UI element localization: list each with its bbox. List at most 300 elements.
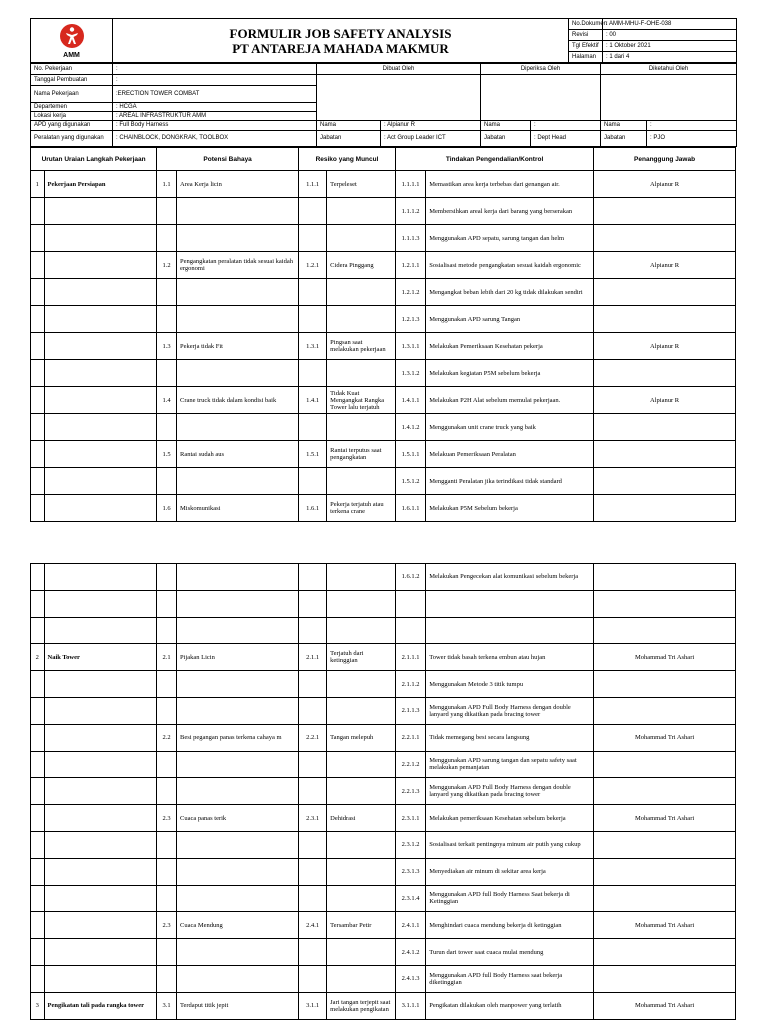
hazard-text — [176, 939, 298, 966]
step-name: Pengikatan tali pada rangka tower — [44, 992, 157, 1019]
step-number — [31, 495, 45, 522]
table-row — [31, 778, 736, 805]
step-number — [31, 387, 45, 414]
step-name — [44, 590, 157, 617]
control-text: Melakukan P2H Alat sebelum memulai pekerjaan. — [426, 387, 594, 414]
doc-info-label: Revisi — [569, 30, 603, 41]
responsible-person: Alpianur R — [594, 252, 736, 279]
step-name — [44, 697, 157, 724]
risk-text: Cidera Pinggang — [327, 252, 396, 279]
hazard-text — [177, 198, 299, 225]
risk-number: 3.1.1 — [299, 992, 327, 1019]
lokasi-label: Lokasi kerja — [31, 112, 113, 121]
hazard-number: 1.1 — [157, 171, 177, 198]
responsible-person: Mohammad Tri Ashari — [594, 644, 736, 671]
hazard-text: Cuaca Mendung — [176, 912, 298, 939]
jsa-page-1 — [30, 18, 736, 522]
responsible-person: Mohammad Tri Ashari — [594, 724, 736, 751]
departemen-label: Departemen — [31, 103, 113, 112]
responsible-person — [594, 279, 736, 306]
risk-number: 2.3.1 — [299, 805, 327, 832]
control-text: Memastikan area kerja terbebas dari genangan air. — [426, 171, 594, 198]
hazard-text — [176, 858, 298, 885]
hazard-number — [157, 751, 177, 778]
table-row — [31, 198, 736, 225]
doc-info-label: Halaman — [569, 52, 603, 63]
risk-text: Jari tangan terjepit saat melakukan pengikatan — [327, 992, 396, 1019]
table-row — [31, 306, 736, 333]
risk-text — [327, 751, 396, 778]
control-text: Menggunakan APD full Body Harness saat bekerja diketinggian — [426, 965, 594, 992]
step-number — [31, 778, 45, 805]
step-name — [44, 671, 157, 698]
control-text: Pengikatan dilakukan oleh manpower yang terlatih — [426, 992, 594, 1019]
nama-pekerjaan-label: Nama Pekerjaan — [31, 86, 113, 103]
control-number: 2.3.1.3 — [395, 858, 425, 885]
hazard-text — [176, 590, 298, 617]
step-number — [31, 225, 45, 252]
responsible-person — [594, 198, 736, 225]
hazard-number: 1.4 — [157, 387, 177, 414]
risk-text — [327, 198, 396, 225]
control-text: Melakukan P5M Sebelum bekerja — [426, 495, 594, 522]
risk-number — [299, 306, 327, 333]
risk-text — [327, 225, 396, 252]
hazard-text: Cuaca panas terik — [176, 805, 298, 832]
hazard-text — [177, 360, 299, 387]
risk-text — [327, 858, 396, 885]
step-name — [44, 965, 157, 992]
control-number: 1.1.1.3 — [396, 225, 426, 252]
risk-number: 2.1.1 — [299, 644, 327, 671]
risk-text — [327, 279, 396, 306]
responsible-person — [594, 306, 736, 333]
risk-text — [327, 965, 396, 992]
risk-number: 1.2.1 — [299, 252, 327, 279]
control-number: 1.3.1.1 — [396, 333, 426, 360]
control-number: 1.4.1.1 — [396, 387, 426, 414]
risk-number: 1.1.1 — [299, 171, 327, 198]
step-number — [31, 590, 45, 617]
risk-text: Tangan melepuh — [327, 724, 396, 751]
job-meta-table — [30, 63, 737, 147]
dibuat-jabatan-label: Jabatan — [317, 131, 381, 147]
step-number — [31, 751, 45, 778]
hazard-text: Miskomunikasi — [177, 495, 299, 522]
responsible-person: Mohammad Tri Ashari — [594, 912, 736, 939]
jsa-page-2 — [30, 563, 736, 1020]
hazard-number — [157, 885, 177, 912]
hazard-number — [157, 939, 177, 966]
hazard-number — [157, 697, 177, 724]
hazard-text — [176, 831, 298, 858]
control-text: Menggunakan APD sarung tangan dan sepatu safety saat melakukan pemanjatan — [426, 751, 594, 778]
risk-text — [327, 939, 396, 966]
step-number: 3 — [31, 992, 45, 1019]
form-title-line1: FORMULIR JOB SAFETY ANALYSIS — [229, 25, 452, 41]
step-name — [44, 441, 157, 468]
table-row — [31, 387, 736, 414]
risk-number: 1.6.1 — [299, 495, 327, 522]
responsible-person: Mohammad Tri Ashari — [594, 805, 736, 832]
responsible-person — [594, 495, 736, 522]
risk-number — [299, 617, 327, 644]
hazard-text — [176, 965, 298, 992]
hazard-number: 2.1 — [157, 644, 177, 671]
responsible-person — [594, 831, 736, 858]
hazard-number — [157, 778, 177, 805]
risk-text: Dehidrasi — [327, 805, 396, 832]
table-row — [31, 697, 736, 724]
risk-text — [327, 697, 396, 724]
diketahui-nama-value: : — [647, 121, 737, 131]
doc-info-value: : AMM-MHU-F-OHE-038 — [603, 19, 737, 30]
table-row — [31, 724, 736, 751]
risk-number — [299, 225, 327, 252]
control-number: 1.6.1.1 — [396, 495, 426, 522]
step-number — [31, 671, 45, 698]
step-name: Naik Tower — [44, 644, 157, 671]
responsible-person — [594, 671, 736, 698]
risk-text: Pingsan saat melakukan pekerjaan — [327, 333, 396, 360]
table-row — [31, 360, 736, 387]
step-name — [44, 805, 157, 832]
diketahui-oleh-label: Diketahui Oleh — [601, 64, 737, 75]
hazard-number: 1.5 — [157, 441, 177, 468]
step-name — [44, 778, 157, 805]
step-number — [31, 805, 45, 832]
step-number — [31, 360, 45, 387]
control-text: Melakuan Pemeriksaan Peralatan — [426, 441, 594, 468]
risk-text — [327, 831, 396, 858]
control-text: Menggunakan APD full Body Harness Saat bekerja di Ketinggian — [426, 885, 594, 912]
step-name — [44, 279, 157, 306]
hazard-text: Rantai sudah aus — [177, 441, 299, 468]
control-number: 2.1.1.1 — [395, 644, 425, 671]
diketahui-jabatan-label: Jabatan — [601, 131, 647, 147]
step-number — [31, 564, 45, 591]
hazard-number: 2.3 — [157, 912, 177, 939]
control-text: Mengangkat beban lebih dari 20 kg tidak dilakukan sendiri — [426, 279, 594, 306]
step-name — [44, 617, 157, 644]
control-text: Melakukan kegiatan P5M sebelum bekerja — [426, 360, 594, 387]
table-row — [31, 495, 736, 522]
risk-text: Tersambar Petir — [327, 912, 396, 939]
no-pekerjaan-label: No. Pekerjaan — [31, 64, 113, 75]
hazard-text — [176, 671, 298, 698]
doc-info-value: : 00 — [603, 30, 737, 41]
risk-number — [299, 885, 327, 912]
step-name — [44, 252, 157, 279]
step-name — [44, 495, 157, 522]
risk-number — [299, 751, 327, 778]
risk-text — [327, 617, 396, 644]
step-number — [31, 414, 45, 441]
form-title — [113, 19, 569, 63]
control-number: 2.2.1.1 — [395, 724, 425, 751]
step-number — [31, 697, 45, 724]
step-name: Pekerjaan Persiapan — [44, 171, 157, 198]
hazard-text — [176, 697, 298, 724]
table-row — [31, 225, 736, 252]
table-row — [31, 805, 736, 832]
diperiksa-jabatan-value: : Dept Head — [531, 131, 601, 147]
control-text: Menggunakan APD Full Body Harness dengan double lanyard yang dikaitkan pada bracing tower — [426, 697, 594, 724]
diperiksa-nama-label: Nama — [481, 121, 531, 131]
table-row — [31, 885, 736, 912]
risk-number — [299, 414, 327, 441]
hazard-text: Crane truck tidak dalam kondisi baik — [177, 387, 299, 414]
control-number: 3.1.1.1 — [395, 992, 425, 1019]
control-text: Mengganti Peralatan jika terindikasi tidak standard — [426, 468, 594, 495]
risk-number — [299, 831, 327, 858]
step-name — [44, 414, 157, 441]
departemen-value: : HCGA — [113, 103, 317, 112]
step-name — [44, 360, 157, 387]
risk-text — [327, 590, 396, 617]
control-number: 1.1.1.2 — [396, 198, 426, 225]
hazard-number — [157, 564, 177, 591]
step-number — [31, 965, 45, 992]
responsible-person — [594, 858, 736, 885]
dibuat-nama-value: : Alpianur R — [381, 121, 481, 131]
step-name — [44, 831, 157, 858]
table-row — [31, 279, 736, 306]
control-number: 1.4.1.2 — [396, 414, 426, 441]
nama-pekerjaan-value: :ERECTION TOWER COMBAT — [113, 86, 317, 103]
risk-text — [327, 778, 396, 805]
table-row — [31, 617, 736, 644]
step-name — [44, 468, 157, 495]
risk-text — [327, 414, 396, 441]
control-number: 2.4.1.1 — [395, 912, 425, 939]
tanggal-value: : — [113, 75, 317, 86]
hazard-number: 3.1 — [157, 992, 177, 1019]
hazard-text — [177, 225, 299, 252]
diperiksa-nama-value: : — [531, 121, 601, 131]
risk-text — [327, 360, 396, 387]
responsible-person — [594, 360, 736, 387]
risk-number — [299, 778, 327, 805]
table-row — [31, 171, 736, 198]
control-text: Menggunakan APD Full Body Harness dengan double lanyard yang dikaitkan pada bracing tower — [426, 778, 594, 805]
hazard-number: 2.3 — [157, 805, 177, 832]
diketahui-jabatan-value: : PJO — [647, 131, 737, 147]
table-row — [31, 468, 736, 495]
jsa-table-page1 — [30, 147, 736, 522]
hazard-number — [157, 360, 177, 387]
control-number — [395, 617, 425, 644]
responsible-person — [594, 441, 736, 468]
hazard-number: 2.2 — [157, 724, 177, 751]
control-text: Melakukan Pemeriksaan Kesehatan pekerja — [426, 333, 594, 360]
doc-info-label: Tgl Efektif — [569, 41, 603, 52]
doc-info-value: : 1 Oktober 2021 — [603, 41, 737, 52]
responsible-person — [594, 468, 736, 495]
responsible-person — [594, 590, 736, 617]
hazard-text — [176, 617, 298, 644]
doc-info-value: : 1 dari 4 — [603, 52, 737, 63]
hazard-number — [157, 198, 177, 225]
step-number — [31, 939, 45, 966]
responsible-person — [594, 617, 736, 644]
responsible-person: Alpianur R — [594, 171, 736, 198]
responsible-person: Mohammad Tri Ashari — [594, 992, 736, 1019]
risk-text — [327, 885, 396, 912]
control-text: Menggunakan unit crane truck yang baik — [426, 414, 594, 441]
control-text: Menggunakan APD sepatu, sarung tangan dan helm — [426, 225, 594, 252]
step-name — [44, 885, 157, 912]
hazard-number — [157, 671, 177, 698]
step-name — [44, 564, 157, 591]
control-number: 2.3.1.1 — [395, 805, 425, 832]
table-row — [31, 751, 736, 778]
control-number: 2.2.1.3 — [395, 778, 425, 805]
risk-text: Terjatuh dari ketinggian — [327, 644, 396, 671]
apd-label: APD yang digunakan — [31, 121, 113, 131]
hazard-text — [176, 885, 298, 912]
risk-number — [299, 697, 327, 724]
control-number: 1.3.1.2 — [396, 360, 426, 387]
control-number: 2.2.1.2 — [395, 751, 425, 778]
hazard-number — [157, 831, 177, 858]
control-number: 2.1.1.2 — [395, 671, 425, 698]
document-header — [30, 18, 737, 63]
hazard-number — [157, 617, 177, 644]
risk-number — [299, 564, 327, 591]
responsible-person — [594, 751, 736, 778]
risk-number: 1.3.1 — [299, 333, 327, 360]
responsible-person: Alpianur R — [594, 387, 736, 414]
responsible-person — [594, 697, 736, 724]
doc-info-label: No.Dokumen — [569, 19, 603, 30]
risk-number — [299, 198, 327, 225]
risk-text: Terpeleset — [327, 171, 396, 198]
hazard-text — [177, 414, 299, 441]
step-number: 2 — [31, 644, 45, 671]
dibuat-nama-label: Nama — [317, 121, 381, 131]
hazard-text: Pengangkatan peralatan tidak sesuai kaidah ergonomi — [177, 252, 299, 279]
jsa-table-page2 — [30, 563, 736, 1020]
control-number: 1.1.1.1 — [396, 171, 426, 198]
dibuat-jabatan-value: : Act Group Leader ICT — [381, 131, 481, 147]
risk-number — [299, 965, 327, 992]
company-logo — [31, 19, 113, 63]
dibuat-oleh-label: Dibuat Oleh — [317, 64, 481, 75]
page2-rows — [31, 564, 736, 1020]
risk-text — [327, 671, 396, 698]
step-number — [31, 441, 45, 468]
hazard-number — [157, 225, 177, 252]
hazard-number: 1.2 — [157, 252, 177, 279]
responsible-person — [594, 965, 736, 992]
table-row — [31, 590, 736, 617]
control-text: Menggunakan Metode 3 titik tumpu — [426, 671, 594, 698]
table-row — [31, 965, 736, 992]
control-number: 2.3.1.2 — [395, 831, 425, 858]
peralatan-value: : CHAINBLOCK, DONGKRAK, TOOLBOX — [113, 131, 317, 147]
hazard-text: Besi pegangan panas terkena cahaya m — [176, 724, 298, 751]
control-number: 2.4.1.3 — [395, 965, 425, 992]
table-row — [31, 831, 736, 858]
hazard-number — [157, 590, 177, 617]
hazard-text: Area Kerja licin — [177, 171, 299, 198]
col-urutan-header: Urutan Uraian Langkah Pekerjaan — [31, 148, 157, 171]
control-text: Turun dari tower saat cuaca mulai mendung — [426, 939, 594, 966]
diketahui-nama-label: Nama — [601, 121, 647, 131]
risk-text: Tidak Kuat Mengangkat Rangka Tower lalu terjatuh — [327, 387, 396, 414]
control-number: 2.3.1.4 — [395, 885, 425, 912]
control-number: 1.2.1.3 — [396, 306, 426, 333]
control-text — [426, 590, 594, 617]
step-number — [31, 831, 45, 858]
control-text: Sosialisasi terkait pentingnya minum air putih yang cukup — [426, 831, 594, 858]
risk-text: Rantai terputus saat pengangkatan — [327, 441, 396, 468]
control-text — [426, 617, 594, 644]
hazard-number — [157, 965, 177, 992]
hazard-number: 1.3 — [157, 333, 177, 360]
step-name — [44, 912, 157, 939]
step-number — [31, 912, 45, 939]
risk-number — [299, 590, 327, 617]
no-pekerjaan-value: : — [113, 64, 317, 75]
responsible-person — [594, 939, 736, 966]
control-number: 1.5.1.1 — [396, 441, 426, 468]
step-name — [44, 198, 157, 225]
control-number: 1.2.1.1 — [396, 252, 426, 279]
responsible-person — [594, 225, 736, 252]
hazard-text — [176, 751, 298, 778]
control-text: Tower tidak basah terkena embun atau hujan — [426, 644, 594, 671]
lokasi-value: : AREAL INFRASTRUKTUR AMM — [113, 112, 317, 121]
step-number — [31, 306, 45, 333]
control-number — [395, 590, 425, 617]
control-text: Sosialisasi metode pengangkatan sesuai kaidah ergonomic — [426, 252, 594, 279]
step-name — [44, 939, 157, 966]
risk-text — [327, 564, 396, 591]
risk-text — [327, 306, 396, 333]
table-row — [31, 939, 736, 966]
hazard-text — [177, 468, 299, 495]
diperiksa-oleh-label: Diperiksa Oleh — [481, 64, 601, 75]
step-number — [31, 468, 45, 495]
risk-number — [299, 360, 327, 387]
form-title-line2: PT ANTAREJA MAHADA MAKMUR — [232, 40, 449, 56]
amm-logo-icon — [59, 23, 85, 49]
hazard-number — [157, 858, 177, 885]
risk-number: 1.5.1 — [299, 441, 327, 468]
step-number: 1 — [31, 171, 45, 198]
step-number — [31, 252, 45, 279]
responsible-person — [594, 564, 736, 591]
risk-number: 1.4.1 — [299, 387, 327, 414]
risk-number: 2.2.1 — [299, 724, 327, 751]
control-number: 1.6.1.2 — [395, 564, 425, 591]
risk-text: Pekerja terjatuh atau terkena crane — [327, 495, 396, 522]
table-row — [31, 858, 736, 885]
table-row — [31, 333, 736, 360]
hazard-number — [157, 468, 177, 495]
responsible-person: Alpianur R — [594, 333, 736, 360]
step-name — [44, 858, 157, 885]
risk-number — [299, 939, 327, 966]
hazard-text — [177, 279, 299, 306]
risk-number — [299, 279, 327, 306]
hazard-number — [157, 306, 177, 333]
control-text: Menggunakan APD sarung Tangan — [426, 306, 594, 333]
table-row — [31, 414, 736, 441]
step-name — [44, 333, 157, 360]
